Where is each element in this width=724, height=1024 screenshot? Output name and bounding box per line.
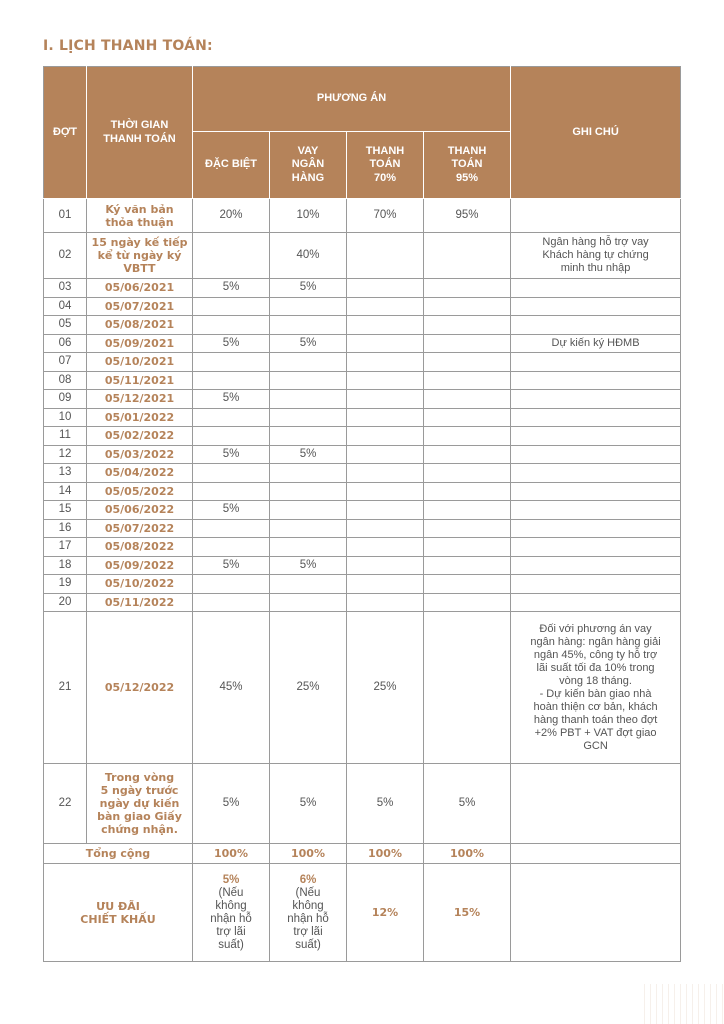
- cell-note: [511, 408, 681, 427]
- table-row: [44, 519, 681, 538]
- cell-dot: 19: [44, 575, 87, 594]
- cell-t70: [347, 427, 424, 446]
- cell-note: [511, 538, 681, 557]
- cell-dot: 11: [44, 427, 87, 446]
- cell-dac-biet: [193, 353, 270, 372]
- cell-t95: [424, 353, 511, 372]
- cell-time: 05/07/2021: [87, 297, 193, 316]
- cell-vay: 40%: [270, 233, 347, 279]
- cell-t70: 70%: [347, 199, 424, 233]
- header-dac-biet: ĐẶC BIỆT: [193, 132, 270, 199]
- cell-t95: 5%: [424, 764, 511, 844]
- cell-vay: 5%: [270, 556, 347, 575]
- cell-vay: [270, 464, 347, 483]
- cell-dot: 06: [44, 334, 87, 353]
- cell-t70: 25%: [347, 612, 424, 764]
- cell-dot: 10: [44, 408, 87, 427]
- cell-dot: 04: [44, 297, 87, 316]
- cell-note: [511, 199, 681, 233]
- cell-time: 05/12/2022: [87, 612, 193, 764]
- cell-t70: [347, 316, 424, 335]
- cell-time: 05/09/2021: [87, 334, 193, 353]
- cell-time: 05/10/2021: [87, 353, 193, 372]
- cell-dac-biet: 5%: [193, 764, 270, 844]
- discount-dac-biet: 5% (Nếu không nhận hỗ trợ lãi suất): [193, 864, 270, 962]
- table-row: [44, 464, 681, 483]
- cell-vay: [270, 353, 347, 372]
- cell-t95: [424, 334, 511, 353]
- table-row: [44, 427, 681, 446]
- cell-note: Dự kiến ký HĐMB: [511, 334, 681, 353]
- total-t95: 100%: [424, 844, 511, 864]
- cell-vay: 5%: [270, 445, 347, 464]
- table-row: [44, 501, 681, 520]
- cell-t70: [347, 297, 424, 316]
- cell-t95: [424, 390, 511, 409]
- discount-note: [511, 864, 681, 962]
- cell-dot: 07: [44, 353, 87, 372]
- cell-t95: [424, 482, 511, 501]
- cell-vay: [270, 519, 347, 538]
- total-t70: 100%: [347, 844, 424, 864]
- cell-time: 05/12/2021: [87, 390, 193, 409]
- cell-t95: 95%: [424, 199, 511, 233]
- total-vay: 100%: [270, 844, 347, 864]
- cell-time: 05/09/2022: [87, 556, 193, 575]
- cell-note: Ngân hàng hỗ trợ vay Khách hàng tự chứng minh thu nhập: [511, 233, 681, 279]
- table-row: [44, 538, 681, 557]
- table-row: [44, 482, 681, 501]
- cell-t70: 5%: [347, 764, 424, 844]
- cell-t70: [347, 464, 424, 483]
- cell-dac-biet: [193, 482, 270, 501]
- cell-dot: 22: [44, 764, 87, 844]
- cell-dac-biet: 5%: [193, 445, 270, 464]
- cell-note: [511, 556, 681, 575]
- cell-note: [511, 445, 681, 464]
- section-title: I. LỊCH THANH TOÁN:: [43, 38, 213, 54]
- cell-t70: [347, 371, 424, 390]
- cell-vay: 5%: [270, 334, 347, 353]
- table-row: [44, 334, 681, 353]
- table-row: [44, 297, 681, 316]
- cell-t70: [347, 233, 424, 279]
- cell-dac-biet: [193, 538, 270, 557]
- cell-t95: [424, 464, 511, 483]
- header-thanh-toan-95: THANH TOÁN 95%: [424, 132, 511, 199]
- table-row: [44, 353, 681, 372]
- cell-t70: [347, 408, 424, 427]
- cell-dot: 18: [44, 556, 87, 575]
- cell-time: Trong vòng 5 ngày trước ngày dự kiến bàn giao Giấy chứng nhận.: [87, 764, 193, 844]
- header-time: THỜI GIAN THANH TOÁN: [87, 67, 193, 199]
- cell-dot: 09: [44, 390, 87, 409]
- header-ghi-chu: GHI CHÚ: [511, 67, 681, 199]
- cell-dac-biet: 45%: [193, 612, 270, 764]
- table-row: [44, 556, 681, 575]
- total-note: [511, 844, 681, 864]
- cell-dac-biet: [193, 593, 270, 612]
- cell-dot: 14: [44, 482, 87, 501]
- cell-vay: [270, 390, 347, 409]
- cell-note: [511, 371, 681, 390]
- cell-time: 05/08/2022: [87, 538, 193, 557]
- cell-t95: [424, 538, 511, 557]
- discount-vay: 6% (Nếu không nhận hỗ trợ lãi suất): [270, 864, 347, 962]
- cell-note: [511, 519, 681, 538]
- cell-t95: [424, 519, 511, 538]
- cell-note: Đối với phương án vay ngân hàng: ngân hàng giải ngân 45%, công ty hỗ trợ lãi suất tối đa 10% trong vòng 18 tháng. - Dự kiến bàn giao nhà hoàn thiện cơ bản, khách hàng thanh toán theo đợt +2% PBT + VAT đợt giao GCN: [511, 612, 681, 764]
- cell-vay: 10%: [270, 199, 347, 233]
- payment-schedule-table: [43, 66, 681, 962]
- cell-dac-biet: [193, 427, 270, 446]
- cell-dot: 13: [44, 464, 87, 483]
- cell-t95: [424, 408, 511, 427]
- cell-t70: [347, 482, 424, 501]
- cell-vay: [270, 501, 347, 520]
- cell-t70: [347, 556, 424, 575]
- cell-time: 05/01/2022: [87, 408, 193, 427]
- header-phuong-an: PHƯƠNG ÁN: [193, 67, 511, 132]
- table-row: [44, 371, 681, 390]
- cell-t95: [424, 445, 511, 464]
- table-row: [44, 199, 681, 233]
- cell-dac-biet: [193, 233, 270, 279]
- cell-t70: [347, 445, 424, 464]
- table-row: [44, 408, 681, 427]
- cell-note: [511, 501, 681, 520]
- cell-vay: 25%: [270, 612, 347, 764]
- cell-vay: [270, 297, 347, 316]
- cell-dot: 16: [44, 519, 87, 538]
- table-row: [44, 390, 681, 409]
- cell-note: [511, 316, 681, 335]
- cell-vay: [270, 482, 347, 501]
- cell-dot: 01: [44, 199, 87, 233]
- cell-dac-biet: [193, 575, 270, 594]
- cell-dac-biet: [193, 371, 270, 390]
- cell-t70: [347, 390, 424, 409]
- cell-dac-biet: [193, 464, 270, 483]
- cell-t95: [424, 427, 511, 446]
- cell-dot: 08: [44, 371, 87, 390]
- cell-dac-biet: 5%: [193, 390, 270, 409]
- cell-note: [511, 482, 681, 501]
- cell-dac-biet: [193, 519, 270, 538]
- table-row: [44, 316, 681, 335]
- corner-decoration: [644, 984, 724, 1024]
- cell-vay: [270, 408, 347, 427]
- total-row: [44, 844, 681, 864]
- header-dot: ĐỢT: [44, 67, 87, 199]
- cell-t70: [347, 501, 424, 520]
- cell-dot: 02: [44, 233, 87, 279]
- cell-time: 05/11/2021: [87, 371, 193, 390]
- cell-dot: 17: [44, 538, 87, 557]
- cell-dac-biet: 5%: [193, 334, 270, 353]
- cell-t95: [424, 279, 511, 298]
- discount-label: ƯU ĐÃI CHIẾT KHẤU: [44, 864, 193, 962]
- cell-dac-biet: [193, 297, 270, 316]
- table-row: [44, 445, 681, 464]
- cell-vay: [270, 538, 347, 557]
- discount-t70: 12%: [347, 864, 424, 962]
- cell-note: [511, 575, 681, 594]
- cell-time: 05/06/2022: [87, 501, 193, 520]
- cell-t95: [424, 501, 511, 520]
- cell-note: [511, 390, 681, 409]
- cell-vay: [270, 593, 347, 612]
- cell-dac-biet: 5%: [193, 279, 270, 298]
- cell-note: [511, 593, 681, 612]
- cell-t95: [424, 556, 511, 575]
- cell-t95: [424, 233, 511, 279]
- cell-t95: [424, 612, 511, 764]
- cell-t70: [347, 279, 424, 298]
- cell-t95: [424, 316, 511, 335]
- cell-note: [511, 279, 681, 298]
- cell-dot: 05: [44, 316, 87, 335]
- cell-dot: 21: [44, 612, 87, 764]
- cell-time: 05/03/2022: [87, 445, 193, 464]
- header-thanh-toan-70: THANH TOÁN 70%: [347, 132, 424, 199]
- table-row: [44, 593, 681, 612]
- cell-time: Ký văn bản thỏa thuận: [87, 199, 193, 233]
- discount-t95: 15%: [424, 864, 511, 962]
- total-label: Tổng cộng: [44, 844, 193, 864]
- cell-time: 05/05/2022: [87, 482, 193, 501]
- cell-dot: 12: [44, 445, 87, 464]
- cell-t70: [347, 538, 424, 557]
- cell-vay: [270, 575, 347, 594]
- cell-t70: [347, 593, 424, 612]
- cell-time: 15 ngày kế tiếp kể từ ngày ký VBTT: [87, 233, 193, 279]
- cell-note: [511, 464, 681, 483]
- table-row: [44, 233, 681, 279]
- cell-t95: [424, 593, 511, 612]
- cell-vay: [270, 427, 347, 446]
- cell-t70: [347, 353, 424, 372]
- cell-t95: [424, 297, 511, 316]
- cell-dot: 20: [44, 593, 87, 612]
- cell-vay: [270, 316, 347, 335]
- table-row: [44, 612, 681, 764]
- cell-t95: [424, 371, 511, 390]
- table-row: [44, 764, 681, 844]
- cell-t70: [347, 519, 424, 538]
- cell-dac-biet: 5%: [193, 501, 270, 520]
- cell-vay: 5%: [270, 279, 347, 298]
- cell-note: [511, 353, 681, 372]
- cell-dac-biet: [193, 408, 270, 427]
- cell-note: [511, 427, 681, 446]
- cell-dot: 03: [44, 279, 87, 298]
- discount-row: [44, 864, 681, 962]
- table-row: [44, 575, 681, 594]
- cell-time: 05/07/2022: [87, 519, 193, 538]
- cell-vay: 5%: [270, 764, 347, 844]
- cell-dot: 15: [44, 501, 87, 520]
- cell-t70: [347, 575, 424, 594]
- cell-time: 05/06/2021: [87, 279, 193, 298]
- cell-note: [511, 764, 681, 844]
- cell-time: 05/02/2022: [87, 427, 193, 446]
- schedule-rows: [44, 199, 681, 844]
- cell-dac-biet: 5%: [193, 556, 270, 575]
- cell-time: 05/10/2022: [87, 575, 193, 594]
- cell-vay: [270, 371, 347, 390]
- cell-time: 05/11/2022: [87, 593, 193, 612]
- cell-t95: [424, 575, 511, 594]
- cell-note: [511, 297, 681, 316]
- header-vay-ngan-hang: VAY NGÂN HÀNG: [270, 132, 347, 199]
- cell-dac-biet: [193, 316, 270, 335]
- cell-time: 05/04/2022: [87, 464, 193, 483]
- cell-time: 05/08/2021: [87, 316, 193, 335]
- cell-t70: [347, 334, 424, 353]
- cell-dac-biet: 20%: [193, 199, 270, 233]
- table-row: [44, 279, 681, 298]
- total-dac-biet: 100%: [193, 844, 270, 864]
